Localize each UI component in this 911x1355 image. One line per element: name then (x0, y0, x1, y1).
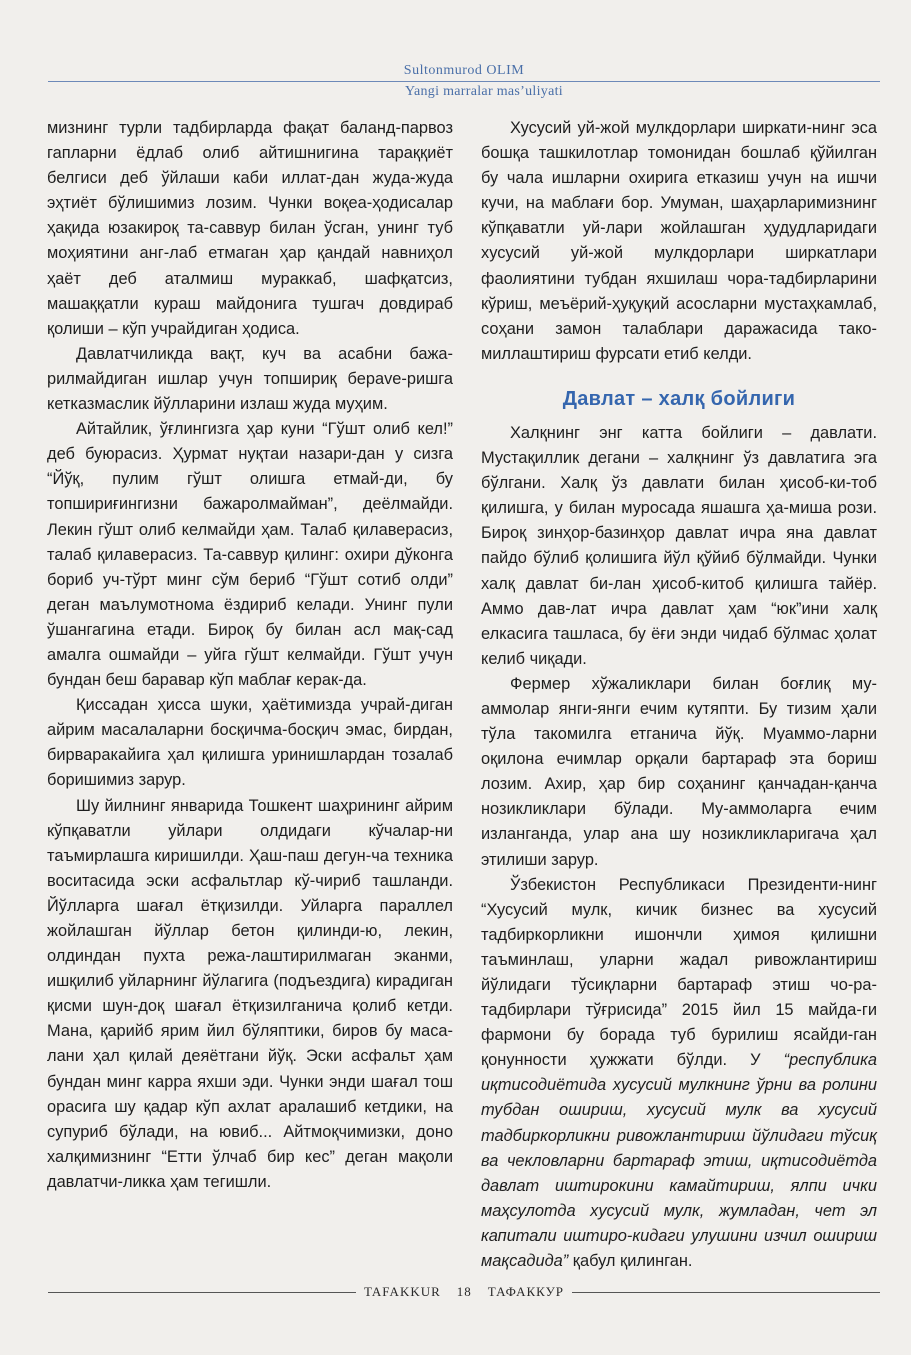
footer-journal-cyrillic: ТАФАККУР (487, 1284, 564, 1299)
page-footer (48, 1280, 880, 1304)
right-paragraph-4 (481, 873, 877, 1275)
decree-paragraph-lead: Ўзбекистон Республикаси Президенти-нинг “Хусусий мулк, кичик бизнес ва хусусий тадбиркорликни ишончли ҳимоя қилишни таъминлаш, уларни жадал ривожлантириш йўлидаги тўсиқларни бартараф этиш чо-ра-тадбирлари тўғрисида” 2015 йил 15 майда-ги фармони бу борада туб бурилиш ясайди-ган қонунности ҳужжати бўлди. У (481, 875, 877, 1070)
section-heading: Давлат – халқ бойлиги (562, 387, 796, 410)
decree-paragraph-tail: қабул қилинган. (572, 1252, 693, 1271)
footer-rule-right (572, 1292, 880, 1293)
footer-rule-left (48, 1292, 356, 1293)
header-author: Sultonmurod OLIM (403, 63, 525, 78)
left-paragraph-4: Қиссадан ҳисса шуки, ҳаётимизда учрай-диган айрим масалаларни босқичма-босқич эмас, бирдан, бирваракайига ҳал қилишга уринишлардан тозалаб боришимиз зарур. (47, 696, 453, 790)
left-paragraph-2: Давлатчиликда вақт, куч ва асабни бажа-рилмайдиган ишлар учун топшириқ берave-ришга кетказмаслик йўлларини излаш жуда муҳим. (47, 344, 453, 414)
left-paragraph-3: Айтайлик, ўғлингизга ҳар куни “Гўшт олиб кел!” деб буюрасиз. Ҳурмат нуқтаи назари-дан у сизга “Йўқ, пулим гўшт олишга етмай-ди, бу топшириғингизни бажаролмайман”, деёлмайди. Лекин гўшт олиб келмайди ҳам. Талаб қилаверасиз, талаб қилаверасиз. Та-саввур қилинг: охири дўконга бориб уч-тўрт минг сўм бериб “Гўшт сотиб олди” деган маълумотнома ёздириб келади. Унинг пули ўшангагина етади. Бироқ бу билан асл мақ-сад амалга ошмайди – уйга гўшт келмайди. Гўшт учун бундан беш баравар кўп маблағ керак-да. (47, 420, 453, 690)
left-paragraph-5: Шу йилнинг январида Тошкент шаҳрининг айрим кўпқаватли уйлари олдидаги кўчалар-ни таъмирлашга киришилди. Ҳаш-паш дегун-ча техника воситасида эски асфальтлар кў-чириб ташланди. Йўлларга шағал ётқизилди. Уйларга параллел жойлашган йўллар бетон қилинди-ю, лекин, олдиндан пухта режа-лаштирилмаган эканми, ишқилиб уйларнинг йўлагига (подъездига) кирадиган қисми шун-доқ шағал ётқизилганича қолиб кетди. Мана, қарийб ярим йил бўляптики, биров бу маса-лани ҳал қилай деяётгани йўқ. Эски асфальт ҳам бундан минг карра яхши эди. Чунки энди шағал тош орасига шу қадар кўп ахлат аралашиб кетдики, на супуриб бўлади, на ювиб... Айтмоқчимизки, доно халқимизнинг “Етти ўлчаб бир кес” деган мақоли давлатчи-ликка ҳам тегишли. (47, 796, 453, 1191)
decree-quote: “республика иқтисодиётида хусусий мулкнинг ўрни ва ролини тубдан ошириш, хусусий мулк ва хусусий тадбиркорликни ривожлантириш йўлидаги тўсиқ ва чекловларни бартараф этиш, иқтисодиётда давлат иштирокини камайтириш, ялпи ички маҳсулотда хусусий мулк, жумладан, чет эл капитали иштиро-кидаги улушини изчил ошириш мақсадида” (481, 1051, 877, 1271)
right-column (481, 116, 877, 1274)
right-paragraph-1: Хусусий уй-жой мулкдорлари ширкати-нинг эса бошқа ташкилотлар томонидан бошлаб қўйилган бу чала ишларни охирига етказиш учун на ишчи кучи, на маблағи бор. Умуман, шаҳарларимизнинг кўпқаватли уй-лари жойлашган ҳудудларидаги хусусий уй-жой мулкдорлари ширкатлари фаолиятини тубдан яхшилаш чора-тадбирларини кўриш, меъёрий-ҳуқуқий асосларни мустаҳкамлаб, соҳани замон талаблари даражасида тако-миллаштириш фурсати етиб келди. (481, 119, 877, 363)
header-rule (48, 81, 880, 82)
footer-journal-latin: TAFAKKUR (364, 1284, 441, 1299)
page-number: 18 (456, 1284, 472, 1299)
left-paragraph-1: мизнинг турли тадбирларда фақат баланд-парвоз гапларни ёдлаб олиб айтишнигина тараққиёт белгиси деб ўйлаши каби иллат-дан жуда-жуда эҳтиёт бўлишимиз лозим. Чунки воқеа-ҳодисалар ҳақида юзакироқ та-саввур билан ўсган, унинг туб моҳиятини анг-лаб етмаган ҳар қандай навниҳол ҳаёт деб аталмиш мураккаб, шафқатсиз, машаққатли кураш майдонига тушгач довдираб қолиши – кўп учрайдиган ҳодиса. (47, 119, 453, 338)
running-header (48, 62, 880, 101)
right-paragraph-2: Халқнинг энг катта бойлиги – давлати. Мустақиллик дегани – халқнинг ўз давлатига эга бўлгани. Халқ ўз давлати билан ҳисоб-ки-тоб қилишга, у билан муросада яшашга ҳа-миша рози. Бироқ зинҳор-базинҳор давлат ичра яна давлат пайдо бўлиб қолишига йўл қўйиб бўлмайди. Чунки халқ давлат би-лан ҳисоб-китоб қилишга тайёр. Аммо дав-лат ичра давлат ҳам “юк”ини халқ елкасига ташласа, бу ёғи энди чидаб бўлмас ҳолат келиб чиқади. (481, 423, 877, 668)
header-subtitle: Yangi marralar mas’uliyati (404, 84, 563, 99)
left-column (47, 116, 453, 1195)
right-paragraph-3: Фермер хўжаликлари билан боғлиқ му-аммолар янги-янги ечим кутяпти. Бу тизим ҳали тўла такомилга етганича йўқ. Муаммо-ларни оқилона ечимлар орқали бартараф эта бориш лозим. Ахир, ҳар бир соҳанинг қанчадан-қанча нозикликлари бўлади. Му-аммоларга ечим изланганда, улар ана шу нозикликларигача ҳал этилиши зарур. (481, 674, 877, 869)
